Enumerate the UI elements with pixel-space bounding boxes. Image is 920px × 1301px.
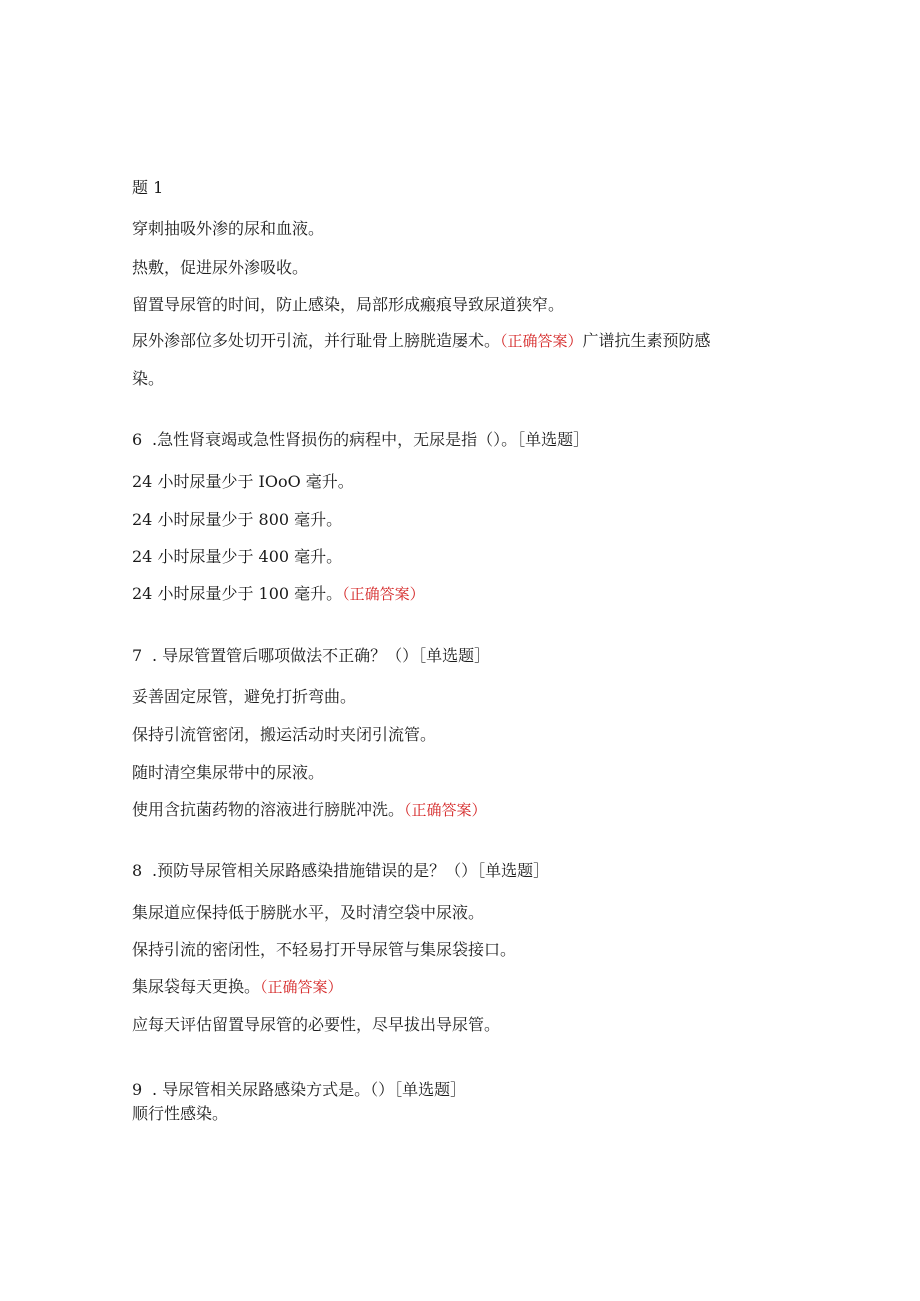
option-line — [132, 687, 356, 707]
option-text: 24 小时尿量少于 100 毫升。 — [132, 584, 343, 603]
question-number: 6 — [132, 430, 143, 449]
question-6 — [132, 430, 589, 450]
option-line — [132, 472, 354, 492]
question-text: .急性肾衰竭或急性肾损伤的病程中，无尿是指（）。［单选题］ — [152, 430, 590, 449]
question-heading-text: 题 1 — [132, 178, 164, 197]
option-line — [132, 1015, 500, 1035]
question-text: .预防导尿管相关尿路感染措施错误的是？（）［单选题］ — [152, 861, 550, 880]
option-line — [132, 763, 324, 783]
option-line — [132, 295, 564, 315]
option-line — [132, 258, 308, 278]
option-text: 染。 — [132, 369, 165, 388]
option-text: 留置导尿管的时间，防止感染，局部形成瘢痕导致尿道狭窄。 — [132, 295, 565, 314]
option-line-correct — [132, 800, 487, 820]
question-8 — [132, 861, 549, 881]
option-text: 应每天评估留置导尿管的必要性，尽早拔出导尿管。 — [132, 1015, 501, 1034]
option-line — [132, 547, 342, 567]
question-number: 8 — [132, 861, 143, 880]
option-line-correct — [132, 977, 343, 997]
option-text: 保持引流的密闭性，不轻易打开导尿管与集尿袋接口。 — [132, 940, 517, 959]
option-line-continuation — [132, 369, 164, 389]
question-9 — [132, 1080, 466, 1100]
question-number: 9 — [132, 1080, 143, 1099]
option-text: 集尿袋每天更换。 — [132, 977, 261, 996]
option-line — [132, 940, 516, 960]
option-line — [132, 1104, 228, 1124]
option-text: 24 小时尿量少于 IOoO 毫升。 — [132, 472, 354, 491]
option-line — [132, 510, 342, 530]
option-text: 集尿道应保持低于膀胱水平，及时清空袋中尿液。 — [132, 903, 485, 922]
option-line-correct — [132, 584, 425, 604]
question-text: . 导尿管相关尿路感染方式是。（）［单选题］ — [152, 1080, 467, 1099]
option-text: 保持引流管密闭，搬运活动时夹闭引流管。 — [132, 725, 437, 744]
correct-answer-mark: （正确答案） — [260, 978, 343, 996]
correct-answer-mark: （正确答案） — [500, 332, 583, 350]
correct-answer-mark: （正确答案） — [404, 801, 487, 819]
option-text: 顺行性感染。 — [132, 1104, 229, 1123]
option-text: 热敷，促进尿外渗吸收。 — [132, 258, 309, 277]
option-text: 妥善固定尿管，避免打折弯曲。 — [132, 687, 357, 706]
option-text: 使用含抗菌药物的溶液进行膀胱冲洗。 — [132, 800, 405, 819]
question-7 — [132, 646, 490, 666]
question-text: . 导尿管置管后哪项做法不正确？（）［单选题］ — [152, 646, 491, 665]
option-line — [132, 219, 324, 239]
option-text-continued: 广谱抗生素预防感 — [582, 331, 711, 350]
question-heading-1 — [132, 178, 163, 198]
correct-answer-mark: （正确答案） — [342, 585, 425, 603]
option-line-correct — [132, 331, 711, 351]
option-text: 24 小时尿量少于 400 毫升。 — [132, 547, 343, 566]
question-number: 7 — [132, 646, 143, 665]
option-text: 尿外渗部位多处切开引流，并行耻骨上膀胱造屡术。 — [132, 331, 501, 350]
option-text: 穿刺抽吸外渗的尿和血液。 — [132, 219, 325, 238]
option-line — [132, 903, 484, 923]
option-line — [132, 725, 436, 745]
option-text: 随时清空集尿带中的尿液。 — [132, 763, 325, 782]
option-text: 24 小时尿量少于 800 毫升。 — [132, 510, 343, 529]
